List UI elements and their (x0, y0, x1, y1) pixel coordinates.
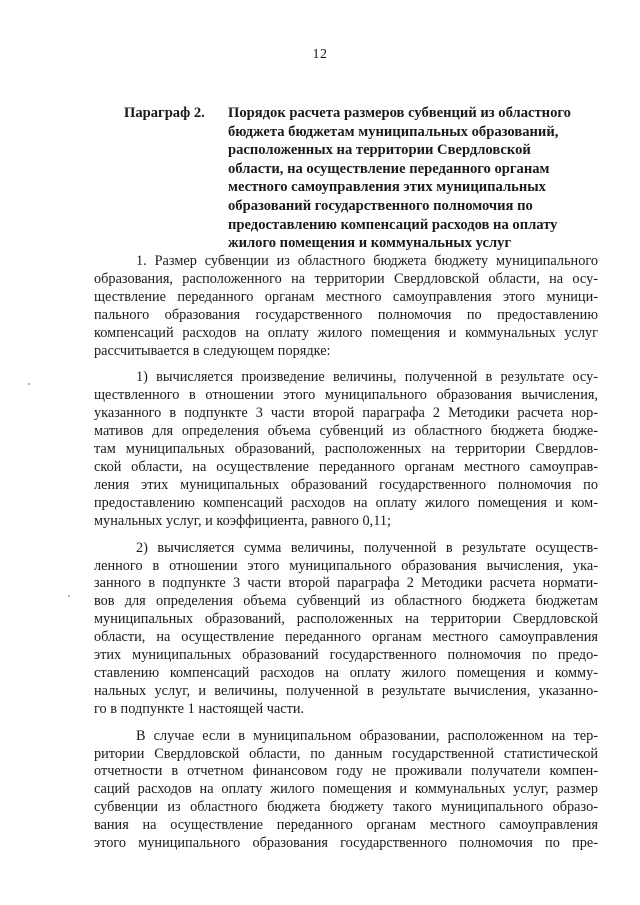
heading-line: Порядок расчета размеров субвенций из областного (228, 105, 571, 121)
paragraph-line: ставлению компенсаций расходов на оплату жилого помещения и комму- (94, 664, 598, 681)
paragraph-line: муниципальных образований, расположенных на территории Свердловской (94, 611, 598, 628)
paragraph-line: мативов для определения объема субвенций из областного бюджета бюдже- (94, 423, 598, 440)
heading-line: бюджета бюджетам муниципальных образований, (228, 123, 559, 140)
page-number: 12 (312, 47, 328, 62)
scan-speck (28, 383, 30, 385)
paragraph-line: 1) вычисляется произведение величины, полученной в результате осу- (136, 369, 598, 386)
paragraph-line: 1. Размер субвенции из областного бюджета бюджету муниципального (136, 253, 598, 269)
paragraph-line: ления этих муниципальных образований государственного полномочия по (94, 476, 598, 493)
paragraph-line: компенсаций расходов на оплату жилого помещения и коммунальных услуг (94, 324, 598, 341)
paragraph-line: ществление переданного органам местного самоуправления этого муници- (94, 288, 598, 305)
paragraph-line: ритории Свердловской области, по данным государственной статистической (94, 745, 598, 762)
paragraph-1 (94, 253, 598, 360)
paragraph-line: там муниципальных образований, расположенных на территории Свердлов- (94, 441, 598, 458)
paragraph-line: рассчитывается в следующем порядке: (94, 342, 331, 359)
heading-line: предоставлению компенсаций расходов на оплату (228, 216, 558, 233)
paragraph-line: этих муниципальных образований государственного полномочия по предо- (94, 647, 598, 664)
heading-line: области, на осуществление переданного органам (228, 160, 550, 177)
paragraph-line: отчетности в отчетном финансовом году не проживали получатели компен- (94, 763, 598, 780)
scan-speck (68, 595, 70, 597)
paragraph-line: вов для определения объема субвенций из областного бюджета бюджетам (94, 593, 598, 610)
paragraph-line: вания на осуществление переданного органам местного самоуправления (94, 817, 598, 834)
paragraph-line: этого муниципального образования государственного полномочия по пре- (94, 835, 598, 852)
paragraph-item-2 (94, 540, 598, 719)
paragraph-line: ленного в отношении этого муниципального образования вычисления, ука- (94, 557, 598, 574)
paragraph-line: образования, расположенного на территории Свердловской области, на осу- (94, 270, 598, 287)
section-heading-label: Параграф 2. (124, 105, 205, 121)
paragraph-line: субвенции из областного бюджета бюджету такого муниципального образо- (94, 799, 598, 816)
paragraph-line: ществленного в отношении этого муниципального образования вычисления, (94, 387, 598, 404)
paragraph-item-1 (94, 369, 598, 530)
heading-line: образований государственного полномочия по (228, 197, 533, 214)
paragraph-line: 2) вычисляется сумма величины, полученной в результате осуществ- (136, 539, 598, 556)
paragraph-2 (94, 728, 598, 853)
paragraph-line: пального образования государственного полномочия по предоставлению (94, 306, 598, 323)
paragraph-line: В случае если в муниципальном образовании, расположенном на тер- (136, 727, 598, 744)
heading-line: местного самоуправления этих муниципальных (228, 179, 546, 196)
heading-line: жилого помещения и коммунальных услуг (228, 235, 512, 252)
paragraph-line: занного в подпункте 3 части второй параграфа 2 Методики расчета нормати- (94, 575, 598, 592)
document-body (94, 253, 598, 862)
heading-line: расположенных на территории Свердловской (228, 142, 531, 159)
paragraph-line: нальных услуг, и величины, полученной в результате вычисления, указанно- (94, 682, 598, 699)
section-heading-title (228, 104, 594, 253)
paragraph-line: саций расходов на оплату жилого помещения и коммунальных услуг, размер (94, 781, 598, 798)
paragraph-line: го в подпункте 1 настоящей части. (94, 700, 305, 717)
paragraph-line: ской области, на осуществление переданного органам местного самоуправ- (94, 458, 598, 475)
paragraph-line: предоставлению компенсаций расходов на оплату жилого помещения и ком- (94, 494, 598, 511)
paragraph-line: области, на осуществление переданного органам местного самоуправления (94, 629, 598, 646)
paragraph-line: указанного в подпункте 3 части второй параграфа 2 Методики расчета нор- (94, 405, 598, 422)
paragraph-line: мунальных услуг, и коэффициента, равного 0,11; (94, 512, 391, 529)
